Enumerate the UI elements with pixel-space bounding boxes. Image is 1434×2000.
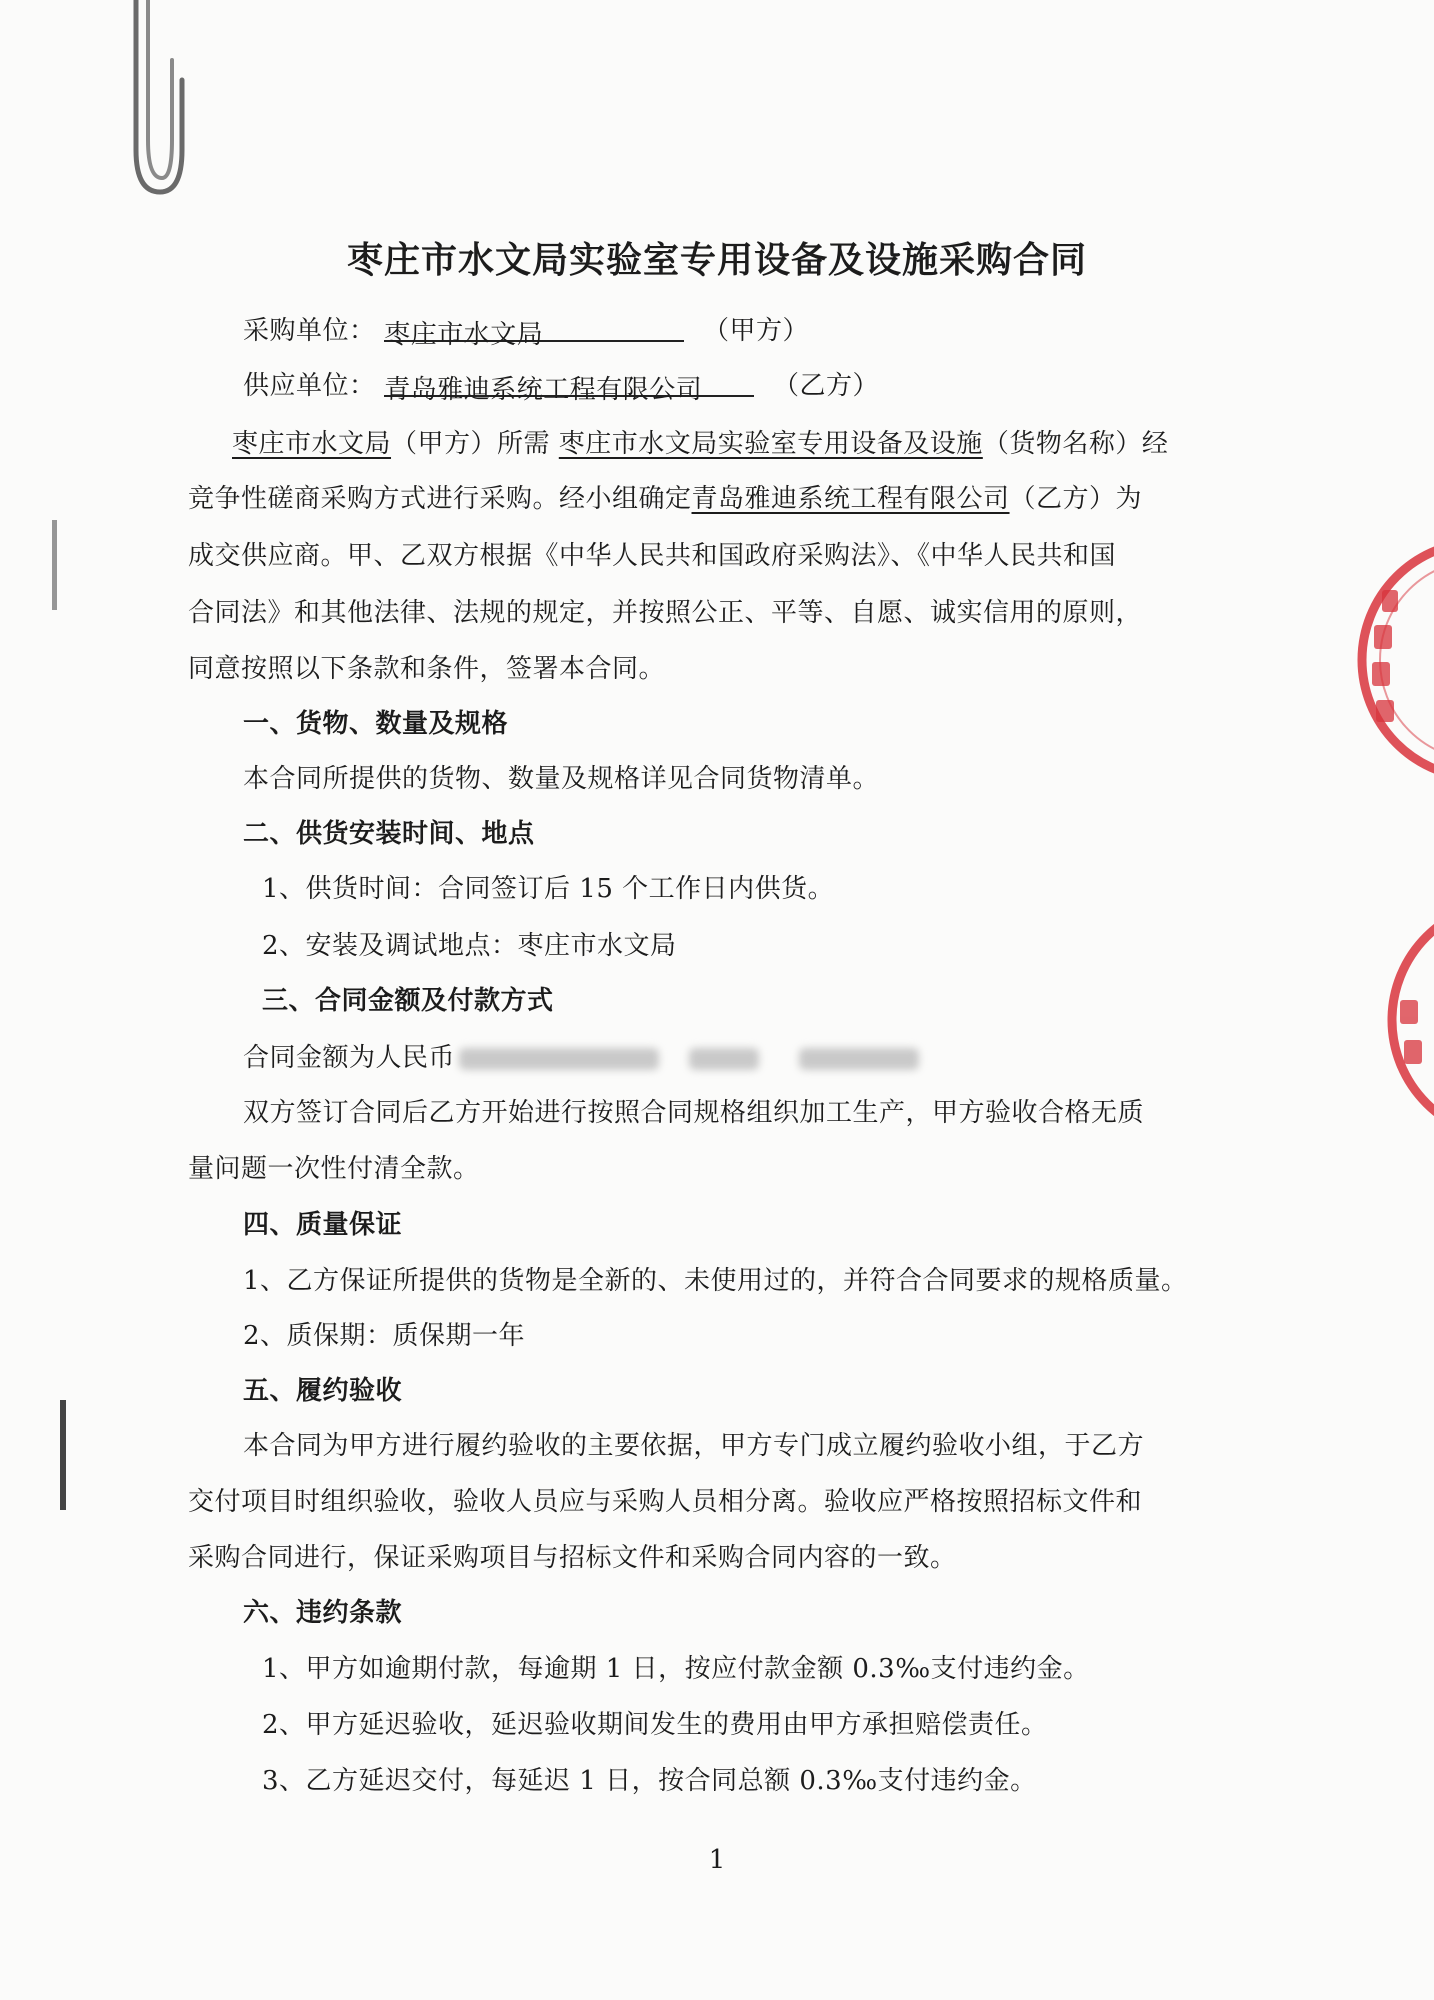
section-3-para-2: 量问题一次性付清全款。 — [188, 1154, 480, 1184]
intro-text-4: （乙方）为 — [1009, 484, 1143, 514]
buyer-name: 枣庄市水文局 — [384, 320, 544, 350]
section-2-heading: 二、供货安装时间、地点 — [243, 819, 535, 849]
buyer-line — [243, 310, 810, 350]
section-3-para-1: 双方签订合同后乙方开始进行按照合同规格组织加工生产，甲方验收合格无质 — [243, 1098, 1145, 1128]
intro-line-1 — [232, 423, 1168, 460]
section-3-heading: 三、合同金额及付款方式 — [262, 986, 554, 1016]
binder-mark-bottom — [60, 1400, 66, 1510]
intro-goods: 枣庄市水文局实验室专用设备及设施 — [558, 429, 983, 459]
section-4-item-1: 1、乙方保证所提供的货物是全新的、未使用过的，并符合合同要求的规格质量。 — [243, 1266, 1188, 1296]
supplier-role: （乙方） — [773, 371, 880, 401]
redacted-amount — [459, 1048, 659, 1070]
section-6-item-3: 3、乙方延迟交付，每延迟 1 日，按合同总额 0.3‰支付违约金。 — [262, 1766, 1037, 1796]
intro-line-3: 成交供应商。甲、乙双方根据《中华人民共和国政府采购法》、《中华人民共和国 — [188, 541, 1117, 571]
redacted-amount-2 — [689, 1048, 759, 1070]
intro-line-4: 合同法》和其他法律、法规的规定，并按照公正、平等、自愿、诚实信用的原则， — [188, 598, 1143, 628]
paper-clip-icon — [118, 0, 188, 200]
section-6-item-2: 2、甲方延迟验收，延迟验收期间发生的费用由甲方承担赔偿责任。 — [262, 1710, 1048, 1740]
intro-text-3: 竞争性磋商采购方式进行采购。经小组确定 — [188, 484, 692, 514]
section-1-body: 本合同所提供的货物、数量及规格详见合同货物清单。 — [243, 764, 880, 794]
intro-buyer: 枣庄市水文局 — [232, 429, 392, 459]
intro-line-2 — [188, 478, 1142, 515]
supplier-name: 青岛雅迪系统工程有限公司 — [384, 375, 703, 405]
page-number: 1 — [708, 1845, 726, 1875]
buyer-label: 采购单位： — [243, 316, 376, 346]
intro-line-5: 同意按照以下条款和条件，签署本合同。 — [188, 654, 666, 684]
contract-title: 枣庄市水文局实验室专用设备及设施采购合同 — [346, 239, 1087, 281]
section-5-para-2: 交付项目时组织验收，验收人员应与采购人员相分离。验收应严格按照招标文件和 — [188, 1487, 1143, 1517]
buyer-name-field — [384, 314, 684, 350]
section-6-heading: 六、违约条款 — [243, 1598, 403, 1628]
supplier-label: 供应单位： — [243, 371, 376, 401]
binder-mark-top — [52, 520, 57, 610]
section-5-para-1: 本合同为甲方进行履约验收的主要依据，甲方专门成立履约验收小组，于乙方 — [243, 1431, 1145, 1461]
section-1-heading: 一、货物、数量及规格 — [243, 709, 509, 739]
section-5-heading: 五、履约验收 — [243, 1376, 403, 1406]
section-5-para-3: 采购合同进行，保证采购项目与招标文件和采购合同内容的一致。 — [188, 1543, 957, 1573]
supplier-name-field — [384, 369, 754, 405]
section-2-item-1: 1、供货时间：合同签订后 15 个工作日内供货。 — [262, 874, 835, 904]
intro-text-1: （甲方）所需 — [391, 429, 551, 459]
buyer-role: （甲方） — [703, 316, 810, 346]
official-seal-icon — [1360, 880, 1434, 1140]
section-4-heading: 四、质量保证 — [243, 1210, 403, 1240]
section-6-item-1: 1、甲方如逾期付款，每逾期 1 日，按应付款金额 0.3‰支付违约金。 — [262, 1654, 1090, 1684]
amount-label: 合同金额为人民币 — [243, 1043, 456, 1073]
section-4-item-2: 2、质保期：质保期一年 — [243, 1321, 526, 1351]
company-seal-icon — [1330, 530, 1434, 790]
redacted-amount-3 — [799, 1048, 919, 1070]
section-3-amount — [243, 1037, 919, 1074]
section-2-item-2: 2、安装及调试地点：枣庄市水文局 — [262, 931, 677, 961]
intro-text-2: （货物名称）经 — [982, 429, 1169, 459]
supplier-line — [243, 365, 880, 405]
intro-supplier: 青岛雅迪系统工程有限公司 — [691, 484, 1010, 514]
